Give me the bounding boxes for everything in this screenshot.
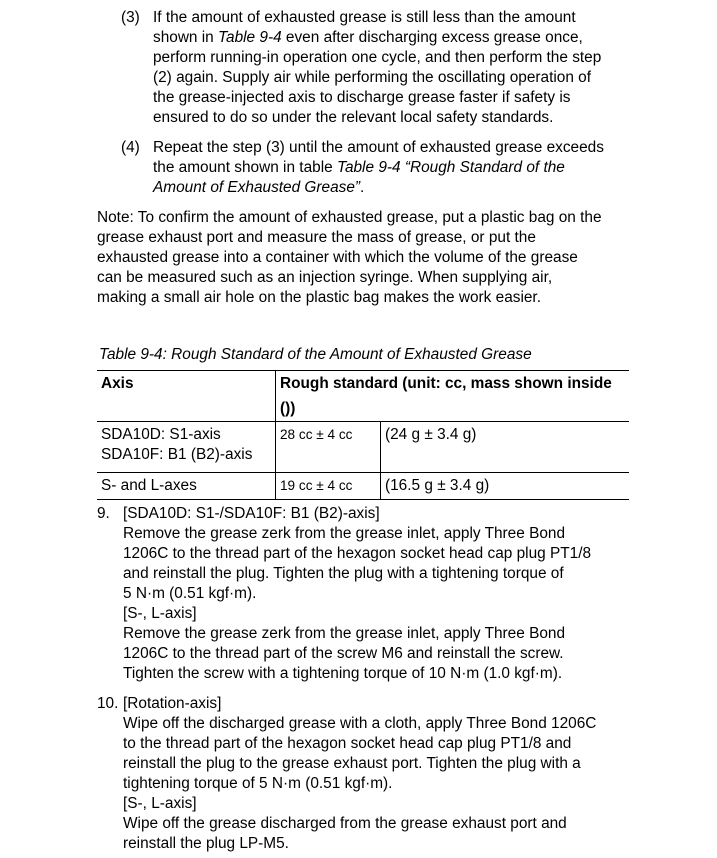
- note-line: making a small air hole on the plastic bag makes the work easier.: [97, 289, 541, 306]
- step-3-line: [153, 28, 601, 48]
- step-10-line: reinstall the plug LP-M5.: [123, 835, 289, 852]
- step-3-text: [153, 8, 601, 128]
- step-9-heading: [SDA10D: S1-/SDA10F: B1 (B2)-axis]: [123, 505, 380, 522]
- header-standard: Rough standard (unit: cc, mass shown inside ()): [276, 371, 630, 422]
- table-reference: Amount of Exhausted Grease”: [153, 179, 361, 196]
- note: [97, 208, 602, 308]
- step-10-heading: [Rotation-axis]: [123, 695, 222, 712]
- table-row: [97, 473, 629, 500]
- axis-name: SDA10D: S1-axis: [101, 426, 221, 443]
- step-9-line: Remove the grease zerk from the grease inlet, apply Three Bond: [123, 525, 566, 542]
- step-10-number: 10.: [97, 695, 119, 712]
- step-3-line: If the amount of exhausted grease is still less than the amount: [153, 9, 576, 26]
- step-4-line: [153, 158, 604, 178]
- text-run: shown in: [153, 29, 219, 46]
- step-9-line: Remove the grease zerk from the grease inlet, apply Three Bond: [123, 625, 566, 642]
- note-line: grease exhaust port and measure the mass of grease, or put the: [97, 229, 536, 246]
- text-run: .: [360, 179, 365, 196]
- header-axis: Axis: [101, 375, 134, 392]
- note-line: can be measured such as an injection syringe. When supplying air,: [97, 269, 553, 286]
- step-10-line: Wipe off the grease discharged from the grease exhaust port and: [123, 815, 567, 832]
- cell-axis: [97, 422, 276, 473]
- step-9-heading: [S-, L-axis]: [123, 605, 197, 622]
- cell-volume: 28 cc ± 4 cc: [276, 422, 381, 473]
- step-9-line: 1206C to the thread part of the hexagon socket head cap plug PT1/8: [123, 545, 592, 562]
- step-10-line: to the thread part of the hexagon socket head cap plug PT1/8 and: [123, 735, 572, 752]
- step-4-line: [153, 178, 604, 198]
- step-3-line: ensured to do so under the relevant local safety standards.: [153, 109, 554, 126]
- step-9-number: 9.: [97, 505, 110, 522]
- step-4-number: (4): [121, 139, 140, 156]
- cell-mass: (24 g ± 3.4 g): [381, 422, 630, 473]
- text-run: even after discharging excess grease once,: [281, 29, 583, 46]
- cell-axis: S- and L-axes: [101, 477, 197, 494]
- cell-volume: 19 cc ± 4 cc: [276, 473, 381, 500]
- text-run: the amount shown in table: [153, 159, 337, 176]
- grease-standard-table: [97, 370, 629, 500]
- note-line: Note: To confirm the amount of exhausted grease, put a plastic bag on the: [97, 209, 602, 226]
- step-3-line: perform running-in operation one cycle, and then perform the step: [153, 49, 602, 66]
- table-reference: Table 9-4 “Rough Standard of the: [336, 159, 565, 176]
- step-3-line: the grease-injected axis to discharge grease faster if safety is: [153, 89, 571, 106]
- step-9-line: and reinstall the plug. Tighten the plug with a tightening torque of: [123, 565, 564, 582]
- step-9-line: 1206C to the thread part of the screw M6 and reinstall the screw.: [123, 645, 564, 662]
- step-4-text: [153, 138, 604, 198]
- cell-mass: (16.5 g ± 3.4 g): [381, 473, 630, 500]
- step-10-line: tightening torque of 5 N·m (0.51 kgf·m).: [123, 775, 393, 792]
- step-3-line: (2) again. Supply air while performing the oscillating operation of: [153, 69, 592, 86]
- step-4-line: Repeat the step (3) until the amount of exhausted grease exceeds: [153, 139, 604, 156]
- step-9-text: [123, 504, 591, 684]
- step-3-number: (3): [121, 9, 140, 26]
- table-row: [97, 422, 629, 473]
- note-line: exhausted grease into a container with which the volume of the grease: [97, 249, 578, 266]
- step-10-line: Wipe off the discharged grease with a cloth, apply Three Bond 1206C: [123, 715, 597, 732]
- step-10-line: reinstall the plug to the grease exhaust port. Tighten the plug with a: [123, 755, 581, 772]
- step-10-text: [123, 694, 596, 854]
- axis-name: SDA10F: B1 (B2)-axis: [101, 446, 253, 463]
- step-9-line: 5 N·m (0.51 kgf·m).: [123, 585, 257, 602]
- table-header-row: [97, 371, 629, 422]
- step-9-line: Tighten the screw with a tightening torque of 10 N·m (1.0 kgf·m).: [123, 665, 563, 682]
- step-10-heading: [S-, L-axis]: [123, 795, 197, 812]
- table-reference: Table 9-4: [218, 29, 282, 46]
- table-caption: Table 9-4: Rough Standard of the Amount of Exhausted Grease: [99, 346, 532, 363]
